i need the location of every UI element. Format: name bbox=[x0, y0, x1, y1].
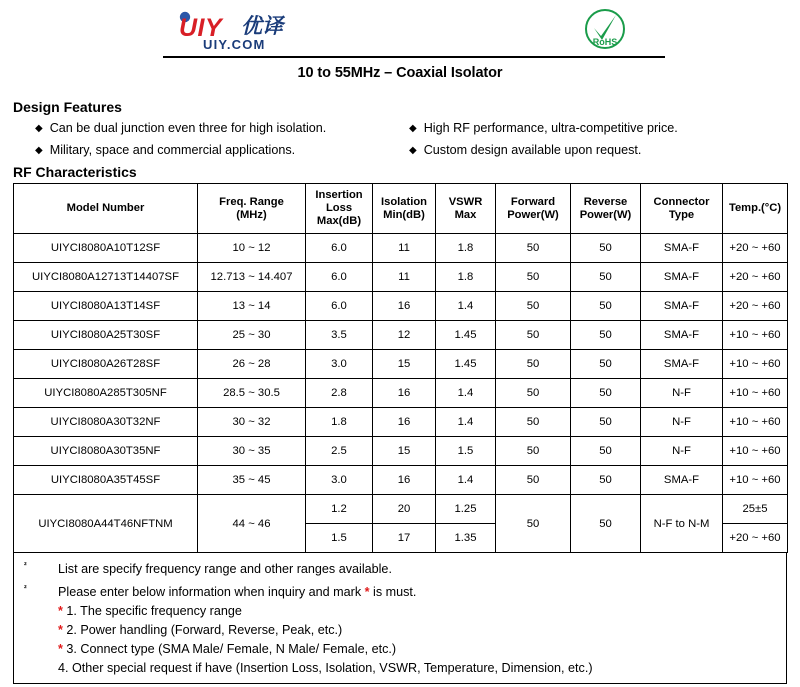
header-label: Freq. Range bbox=[219, 195, 284, 208]
cell-connector-type: SMA-F bbox=[641, 321, 723, 350]
cell-model-number: UIYCI8080A285T305NF bbox=[14, 379, 198, 408]
cell-model-number: UIYCI8080A35T45SF bbox=[14, 466, 198, 495]
cell-insertion-loss: 3.0 bbox=[306, 466, 373, 495]
cell-insertion-loss: 2.8 bbox=[306, 379, 373, 408]
cell-connector-type: N-F bbox=[641, 408, 723, 437]
cell-connector-type: N-F to N-M bbox=[641, 495, 723, 553]
cell-forward-power: 50 bbox=[496, 379, 571, 408]
header-label: Min(dB) bbox=[383, 208, 425, 221]
cell-freq-range: 44 ~ 46 bbox=[198, 495, 306, 553]
table-row bbox=[14, 263, 788, 292]
table-row bbox=[14, 321, 788, 350]
column-header-temperature bbox=[723, 184, 788, 234]
rf-characteristics-table bbox=[13, 183, 788, 553]
cell-temperature: +20 ~ +60 bbox=[723, 524, 788, 553]
note-text: 1. The specific frequency range bbox=[66, 604, 242, 619]
cell-model-number: UIYCI8080A12713T14407SF bbox=[14, 263, 198, 292]
cell-model-number: UIYCI8080A25T30SF bbox=[14, 321, 198, 350]
rohs-icon bbox=[583, 7, 627, 51]
header-label: VSWR bbox=[448, 195, 483, 208]
note-text: 2. Power handling (Forward, Reverse, Peak, etc.) bbox=[66, 623, 343, 638]
cell-temperature: +10 ~ +60 bbox=[723, 321, 788, 350]
cell-temperature: +10 ~ +60 bbox=[723, 437, 788, 466]
header-label: Isolation bbox=[381, 195, 427, 208]
cell-forward-power: 50 bbox=[496, 321, 571, 350]
cell-connector-type: SMA-F bbox=[641, 292, 723, 321]
cell-connector-type: N-F bbox=[641, 379, 723, 408]
design-features-right-column bbox=[409, 118, 678, 162]
cell-model-number: UIYCI8080A13T14SF bbox=[14, 292, 198, 321]
page-header bbox=[0, 0, 800, 56]
cell-freq-range: 12.713 ~ 14.407 bbox=[198, 263, 306, 292]
table-row bbox=[14, 437, 788, 466]
note-text: List are specify frequency range and other ranges available. bbox=[58, 562, 392, 577]
column-header-vswr bbox=[436, 184, 496, 234]
asterisk-marker: * bbox=[58, 623, 63, 638]
asterisk-marker: * bbox=[364, 585, 370, 600]
asterisk-marker: * bbox=[58, 604, 63, 619]
note-sub-item bbox=[14, 621, 786, 640]
cell-isolation: 20 bbox=[373, 495, 436, 524]
cell-connector-type: SMA-F bbox=[641, 263, 723, 292]
cell-freq-range: 35 ~ 45 bbox=[198, 466, 306, 495]
cell-vswr: 1.8 bbox=[436, 234, 496, 263]
cell-isolation: 17 bbox=[373, 524, 436, 553]
asterisk-marker: * bbox=[58, 642, 63, 657]
header-label: Power(W) bbox=[507, 208, 559, 221]
header-label: Max(dB) bbox=[316, 215, 362, 227]
cell-connector-type: SMA-F bbox=[641, 234, 723, 263]
cell-reverse-power: 50 bbox=[571, 437, 641, 466]
cell-isolation: 15 bbox=[373, 437, 436, 466]
cell-insertion-loss: 6.0 bbox=[306, 263, 373, 292]
cell-reverse-power: 50 bbox=[571, 350, 641, 379]
diamond-bullet-icon: ◆ bbox=[409, 145, 417, 156]
column-header-model-number bbox=[14, 184, 198, 234]
header-label: Model Number bbox=[66, 202, 145, 214]
cell-forward-power: 50 bbox=[496, 350, 571, 379]
svg-text:RoHS: RoHS bbox=[592, 37, 618, 47]
header-label: Temp.(°C) bbox=[728, 202, 782, 214]
cell-freq-range: 28.5 ~ 30.5 bbox=[198, 379, 306, 408]
header-label: Insertion bbox=[315, 189, 363, 201]
feature-item bbox=[409, 140, 678, 162]
cell-connector-type: SMA-F bbox=[641, 466, 723, 495]
design-features-left-column bbox=[35, 118, 326, 162]
cell-isolation: 15 bbox=[373, 350, 436, 379]
cell-reverse-power: 50 bbox=[571, 321, 641, 350]
cell-vswr: 1.8 bbox=[436, 263, 496, 292]
cell-vswr: 1.25 bbox=[436, 495, 496, 524]
cell-isolation: 16 bbox=[373, 292, 436, 321]
cell-vswr: 1.45 bbox=[436, 321, 496, 350]
design-features-list bbox=[13, 118, 800, 162]
cell-temperature: +20 ~ +60 bbox=[723, 263, 788, 292]
header-label: Power(W) bbox=[579, 208, 632, 221]
rf-characteristics-heading: RF Characteristics bbox=[13, 164, 137, 180]
cell-forward-power: 50 bbox=[496, 263, 571, 292]
cell-forward-power: 50 bbox=[496, 234, 571, 263]
header-label: Connector bbox=[653, 195, 710, 208]
feature-text: Custom design available upon request. bbox=[423, 143, 642, 157]
cell-insertion-loss: 3.0 bbox=[306, 350, 373, 379]
cell-vswr: 1.35 bbox=[436, 524, 496, 553]
note-text: 3. Connect type (SMA Male/ Female, N Male/ Female, etc.) bbox=[66, 642, 397, 657]
feature-text: High RF performance, ultra-competitive price. bbox=[423, 121, 678, 135]
cell-insertion-loss: 3.5 bbox=[306, 321, 373, 350]
header-label: Loss bbox=[325, 202, 353, 214]
diamond-bullet-icon: ◆ bbox=[35, 123, 43, 134]
column-header-reverse-power bbox=[571, 184, 641, 234]
header-label: Max bbox=[454, 208, 477, 221]
cell-isolation: 11 bbox=[373, 234, 436, 263]
cell-isolation: 12 bbox=[373, 321, 436, 350]
feature-item bbox=[35, 140, 326, 162]
diamond-bullet-icon: ◆ bbox=[409, 123, 417, 134]
table-body bbox=[14, 234, 788, 553]
cell-temperature: +20 ~ +60 bbox=[723, 292, 788, 321]
cell-insertion-loss: 1.2 bbox=[306, 495, 373, 524]
header-label: Reverse bbox=[583, 195, 628, 208]
cell-model-number: UIYCI8080A44T46NFTNM bbox=[14, 495, 198, 553]
cell-insertion-loss: 6.0 bbox=[306, 234, 373, 263]
cell-vswr: 1.4 bbox=[436, 292, 496, 321]
header-label: (MHz) bbox=[236, 208, 267, 221]
feature-text: Military, space and commercial applications. bbox=[49, 143, 296, 157]
cell-temperature: +10 ~ +60 bbox=[723, 350, 788, 379]
cell-freq-range: 30 ~ 35 bbox=[198, 437, 306, 466]
cell-vswr: 1.4 bbox=[436, 408, 496, 437]
note-marker-icon: ² bbox=[24, 584, 27, 594]
note-text: 4. Other special request if have (Insertion Loss, Isolation, VSWR, Temperature, Dimension, etc.) bbox=[58, 661, 593, 676]
table-header-row bbox=[14, 184, 788, 234]
cell-connector-type: SMA-F bbox=[641, 350, 723, 379]
diamond-bullet-icon: ◆ bbox=[35, 145, 43, 156]
cell-forward-power: 50 bbox=[496, 292, 571, 321]
cell-insertion-loss: 6.0 bbox=[306, 292, 373, 321]
table-row-split-upper bbox=[14, 495, 788, 524]
feature-item bbox=[35, 118, 326, 140]
note-text-a: Please enter below information when inquiry and mark bbox=[58, 585, 365, 600]
svg-text:UIY.COM: UIY.COM bbox=[203, 37, 266, 52]
svg-text:UIY: UIY bbox=[179, 14, 223, 42]
cell-vswr: 1.4 bbox=[436, 466, 496, 495]
cell-model-number: UIYCI8080A30T35NF bbox=[14, 437, 198, 466]
cell-reverse-power: 50 bbox=[571, 495, 641, 553]
cell-freq-range: 13 ~ 14 bbox=[198, 292, 306, 321]
column-header-insertion-loss bbox=[306, 184, 373, 234]
cell-reverse-power: 50 bbox=[571, 408, 641, 437]
note-text-b: is must. bbox=[369, 585, 417, 600]
cell-temperature: +10 ~ +60 bbox=[723, 379, 788, 408]
cell-freq-range: 26 ~ 28 bbox=[198, 350, 306, 379]
cell-forward-power: 50 bbox=[496, 466, 571, 495]
cell-reverse-power: 50 bbox=[571, 234, 641, 263]
svg-text:优译: 优译 bbox=[241, 14, 283, 38]
feature-text: Can be dual junction even three for high isolation. bbox=[49, 121, 327, 135]
column-header-freq-range bbox=[198, 184, 306, 234]
cell-isolation: 16 bbox=[373, 408, 436, 437]
note-line-1 bbox=[14, 556, 786, 579]
table-row bbox=[14, 379, 788, 408]
cell-model-number: UIYCI8080A10T12SF bbox=[14, 234, 198, 263]
header-label: Type bbox=[668, 208, 695, 221]
cell-insertion-loss: 2.5 bbox=[306, 437, 373, 466]
header-label: Forward bbox=[510, 195, 556, 208]
table-row bbox=[14, 408, 788, 437]
note-line-2 bbox=[14, 579, 786, 602]
cell-vswr: 1.5 bbox=[436, 437, 496, 466]
table-row bbox=[14, 234, 788, 263]
cell-temperature: +10 ~ +60 bbox=[723, 408, 788, 437]
uiy-logo bbox=[163, 6, 313, 52]
cell-temperature: +20 ~ +60 bbox=[723, 234, 788, 263]
cell-reverse-power: 50 bbox=[571, 263, 641, 292]
cell-freq-range: 25 ~ 30 bbox=[198, 321, 306, 350]
cell-freq-range: 30 ~ 32 bbox=[198, 408, 306, 437]
note-sub-item bbox=[14, 659, 786, 678]
table-row bbox=[14, 292, 788, 321]
cell-temperature: +10 ~ +60 bbox=[723, 466, 788, 495]
cell-insertion-loss: 1.8 bbox=[306, 408, 373, 437]
feature-item bbox=[409, 118, 678, 140]
cell-reverse-power: 50 bbox=[571, 466, 641, 495]
cell-isolation: 16 bbox=[373, 466, 436, 495]
cell-temperature: 25±5 bbox=[723, 495, 788, 524]
design-features-heading: Design Features bbox=[13, 99, 122, 115]
column-header-isolation bbox=[373, 184, 436, 234]
cell-forward-power: 50 bbox=[496, 408, 571, 437]
cell-insertion-loss: 1.5 bbox=[306, 524, 373, 553]
cell-forward-power: 50 bbox=[496, 437, 571, 466]
page-title: 10 to 55MHz – Coaxial Isolator bbox=[297, 65, 503, 81]
header-divider bbox=[163, 56, 665, 58]
cell-model-number: UIYCI8080A30T32NF bbox=[14, 408, 198, 437]
cell-connector-type: N-F bbox=[641, 437, 723, 466]
table-row bbox=[14, 350, 788, 379]
table-row bbox=[14, 466, 788, 495]
cell-reverse-power: 50 bbox=[571, 292, 641, 321]
cell-vswr: 1.45 bbox=[436, 350, 496, 379]
column-header-connector-type bbox=[641, 184, 723, 234]
note-sub-item bbox=[14, 640, 786, 659]
note-marker-icon: ² bbox=[24, 561, 27, 570]
cell-isolation: 11 bbox=[373, 263, 436, 292]
cell-model-number: UIYCI8080A26T28SF bbox=[14, 350, 198, 379]
cell-freq-range: 10 ~ 12 bbox=[198, 234, 306, 263]
notes-box bbox=[13, 553, 787, 684]
cell-isolation: 16 bbox=[373, 379, 436, 408]
cell-forward-power: 50 bbox=[496, 495, 571, 553]
column-header-forward-power bbox=[496, 184, 571, 234]
note-sub-item bbox=[14, 602, 786, 621]
cell-vswr: 1.4 bbox=[436, 379, 496, 408]
cell-reverse-power: 50 bbox=[571, 379, 641, 408]
